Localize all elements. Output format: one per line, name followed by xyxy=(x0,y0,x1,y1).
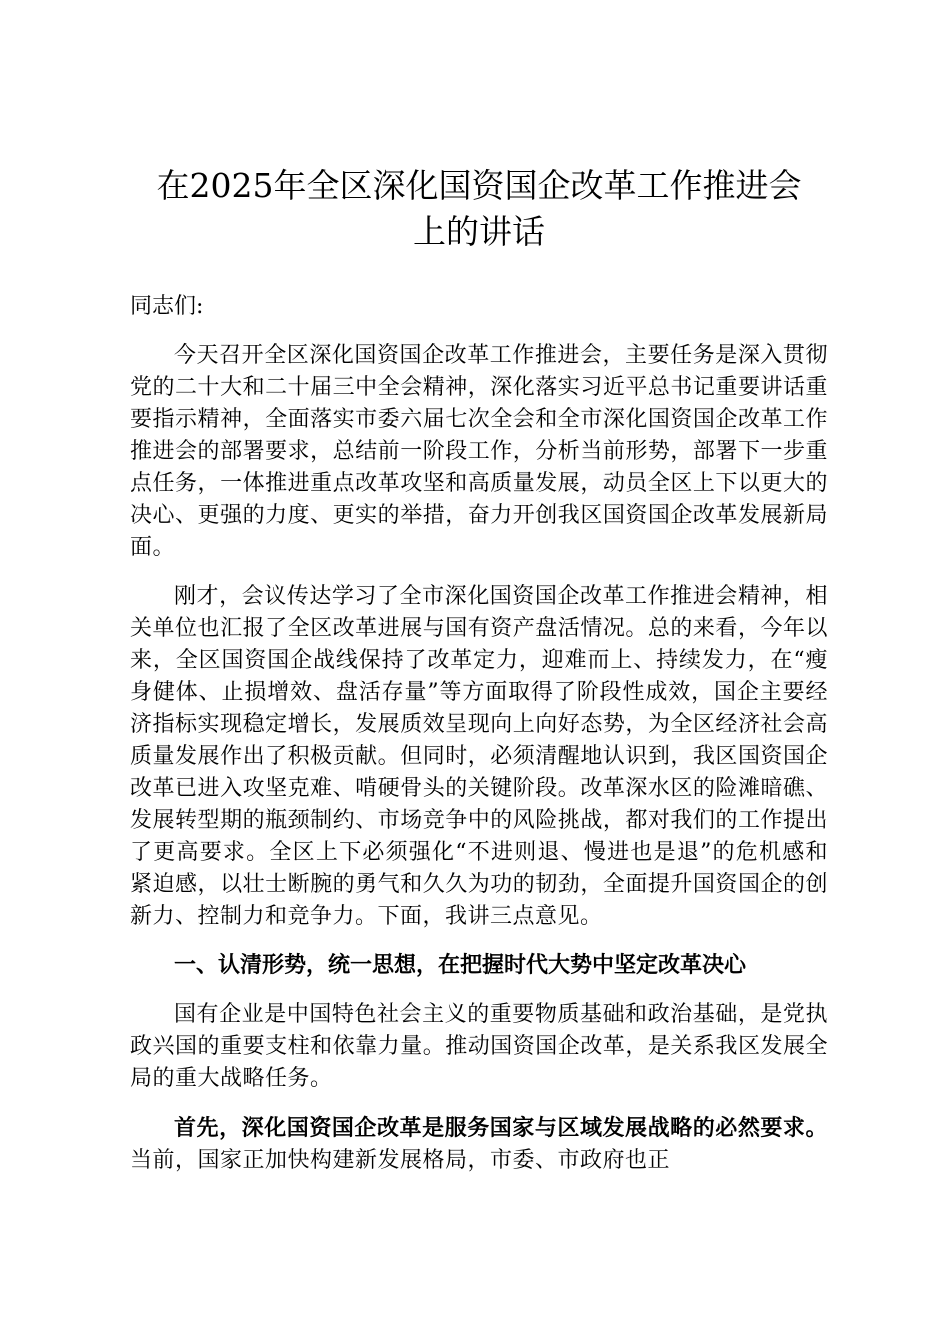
section-heading: 一、认清形势，统一思想，在把握时代大势中坚定改革决心 xyxy=(174,953,747,978)
title-line-2: 上的讲话 xyxy=(413,212,545,251)
title-line-1: 在2025年全区深化国资国企改革工作推进会 xyxy=(156,166,802,205)
first-point-lead: 首先，深化国资国企改革是服务国家与区域发展战略的必然要求。 xyxy=(174,1115,828,1141)
first-point-paragraph xyxy=(130,1112,828,1177)
document-title xyxy=(130,163,828,255)
section-paragraph: 国有企业是中国特色社会主义的重要物质基础和政治基础，是党执政兴国的重要支柱和依靠力量。推动国资国企改革，是关系我区发展全局的重大战略任务。 xyxy=(130,1002,828,1091)
greeting: 同志们: xyxy=(130,294,204,319)
opening-paragraph: 今天召开全区深化国资国企改革工作推进会，主要任务是深入贯彻党的二十大和二十届三中全会精神，深化落实习近平总书记重要讲话重要指示精神，全面落实市委六届七次全会和全市深化国资国企改革工作推进会的部署要求，总结前一阶段工作，分析当前形势，部署下一步重点任务，一体推进重点改革攻坚和高质量发展，动员全区上下以更大的决心、更强的力度、更实的举措，奋力开创我区国资国企改革发展新局面。 xyxy=(130,343,828,560)
document-body xyxy=(130,163,828,1177)
review-paragraph: 刚才，会议传达学习了全市深化国资国企改革工作推进会精神，相关单位也汇报了全区改革进展与国有资产盘活情况。总的来看，今年以来，全区国资国企战线保持了改革定力，迎难而上、持续发力，在“瘦身健体、止损增效、盘活存量”等方面取得了阶段性成效，国企主要经济指标实现稳定增长，发展质效呈现向上向好态势，为全区经济社会高质量发展作出了积极贡献。但同时，必须清醒地认识到，我区国资国企改革已进入攻坚克难、啃硬骨头的关键阶段。改革深水区的险滩暗礁、发展转型期的瓶颈制约、市场竞争中的风险挑战，都对我们的工作提出了更高要求。全区上下必须强化“不进则退、慢进也是退”的危机感和紧迫感，以壮士断腕的勇气和久久为功的韧劲，全面提升国资国企的创新力、控制力和竞争力。下面，我讲三点意见。 xyxy=(130,584,828,929)
first-point-text: 当前，国家正加快构建新发展格局，市委、市政府也正 xyxy=(130,1148,671,1173)
